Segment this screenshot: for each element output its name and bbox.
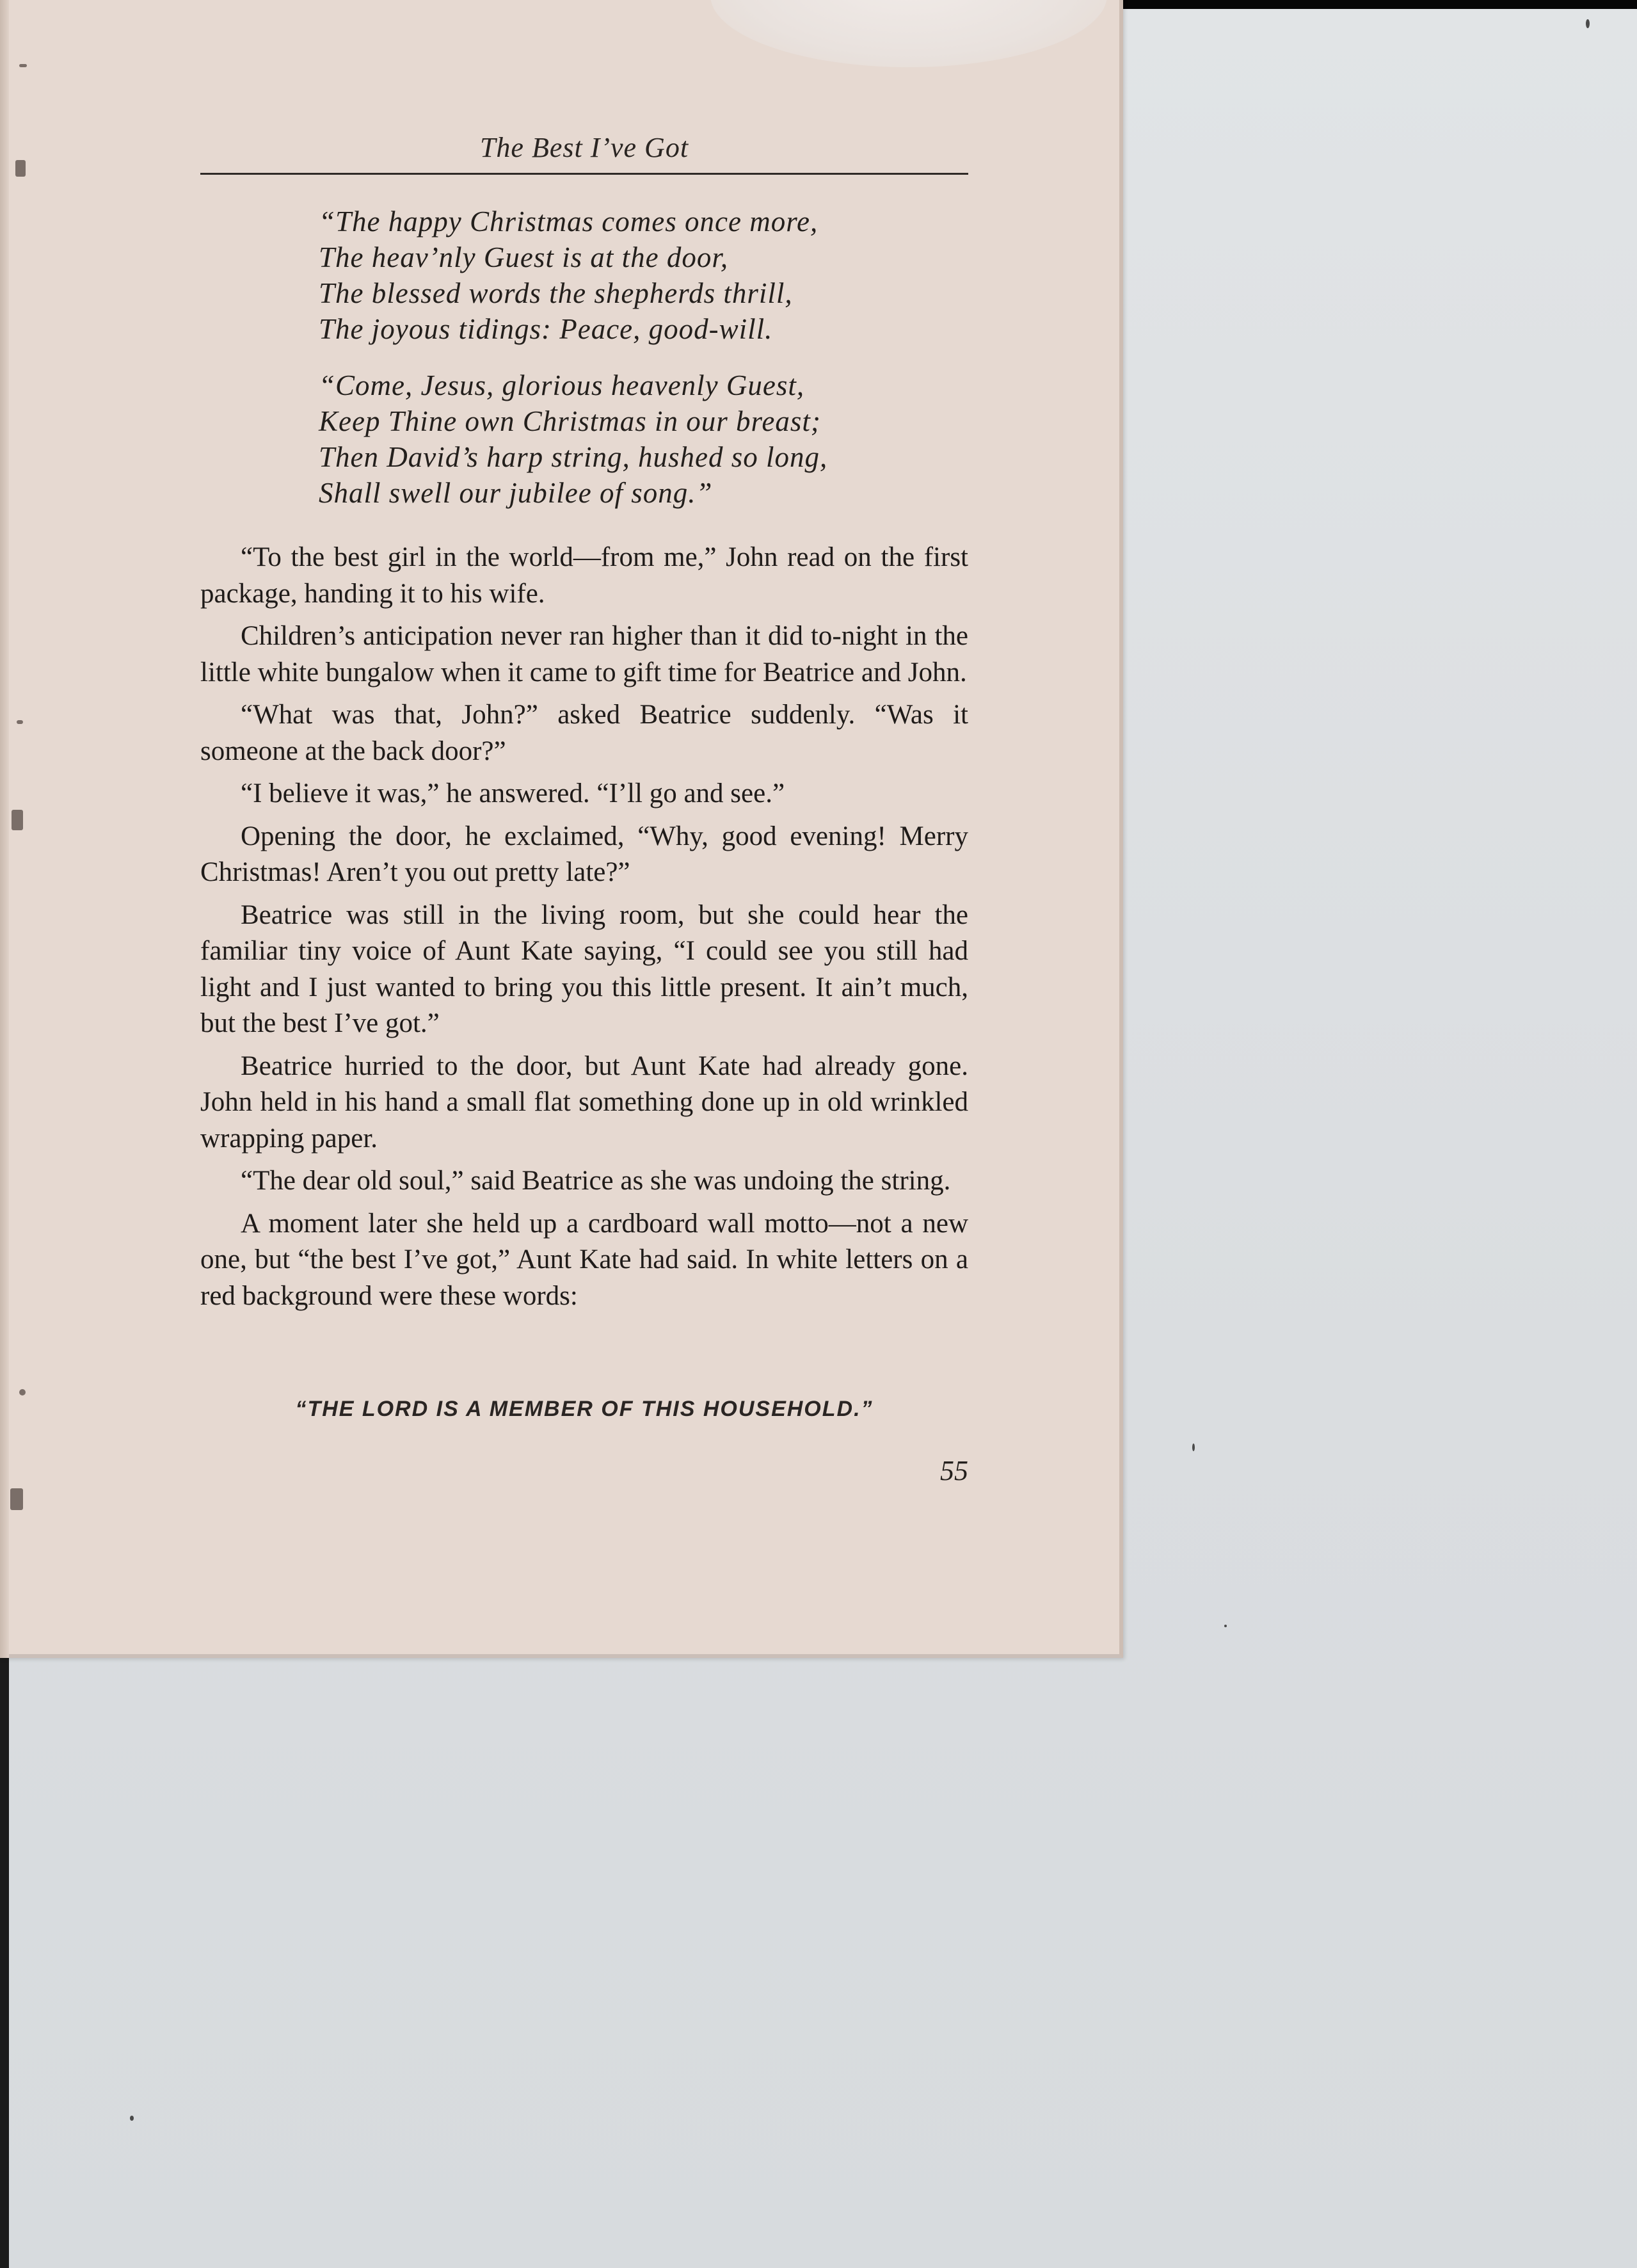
poem-line: Keep Thine own Christmas in our breast;: [319, 405, 821, 437]
dust-speck: [1192, 1444, 1195, 1451]
binding-mark: [12, 810, 23, 830]
paragraph: Beatrice was still in the living room, but she could hear the familiar tiny voice of Aunt Kate saying, “I could see you still had light and I just wanted to bring you this little present. It ain’t much, but the best I’ve got.”: [200, 899, 968, 1038]
binding-mark: [19, 64, 27, 67]
binding-mark: [10, 1488, 23, 1510]
poem-line: The blessed words the shepherds thrill,: [319, 277, 793, 309]
paragraph: Children’s anticipation never ran higher than it did to-night in the little white bungalow when it came to gift time for Beatrice and John.: [200, 621, 968, 688]
wall-motto-text: “THE LORD IS A MEMBER OF THIS HOUSEHOLD.”: [295, 1397, 874, 1421]
dust-speck: [130, 2116, 134, 2121]
dust-speck: [1224, 1625, 1227, 1627]
page-number: 55: [940, 1455, 968, 1486]
poem-stanza-1: [319, 204, 818, 347]
paragraph: “To the best girl in the world—from me,” John read on the first package, handing it to his wife.: [200, 542, 968, 609]
header-rule: [200, 173, 968, 175]
page-binding-edge: [0, 0, 9, 1658]
dust-speck: [1586, 19, 1590, 28]
paragraph: A moment later she held up a cardboard wall motto—not a new one, but “the best I’ve got,” Aunt Kate had said. In white letters on a red background were these words:: [200, 1208, 968, 1311]
binding-mark: [15, 160, 26, 177]
paragraph: “What was that, John?” asked Beatrice suddenly. “Was it someone at the back door?”: [200, 700, 968, 766]
binding-mark: [17, 720, 23, 724]
poem-line: “The happy Christmas comes once more,: [319, 205, 818, 237]
paragraph: Opening the door, he exclaimed, “Why, good evening! Merry Christmas! Aren’t you out pretty late?”: [200, 821, 968, 887]
scan-border-top: [1117, 0, 1637, 9]
poem-line: The joyous tidings: Peace, good-will.: [319, 313, 773, 345]
paragraph: “The dear old soul,” said Beatrice as she was undoing the string.: [241, 1166, 951, 1196]
running-header: The Best I’ve Got: [479, 132, 689, 163]
poem-line: The heav’nly Guest is at the door,: [319, 241, 729, 273]
paragraph: Beatrice hurried to the door, but Aunt Kate had already gone. John held in his hand a small flat something done up in old wrinkled wrapping paper.: [200, 1050, 968, 1154]
scan-border-left: [0, 1658, 9, 2268]
paragraph: “I believe it was,” he answered. “I’ll go and see.”: [241, 778, 785, 808]
poem-line: “Come, Jesus, glorious heavenly Guest,: [319, 369, 805, 401]
page-torn-corner: [710, 0, 1107, 67]
body-text: [200, 540, 968, 1321]
poem-stanza-2: [319, 367, 827, 511]
poem-line: Then David’s harp string, hushed so long,: [319, 441, 828, 473]
binding-mark: [19, 1389, 26, 1395]
poem-line: Shall swell our jubilee of song.”: [319, 477, 713, 509]
